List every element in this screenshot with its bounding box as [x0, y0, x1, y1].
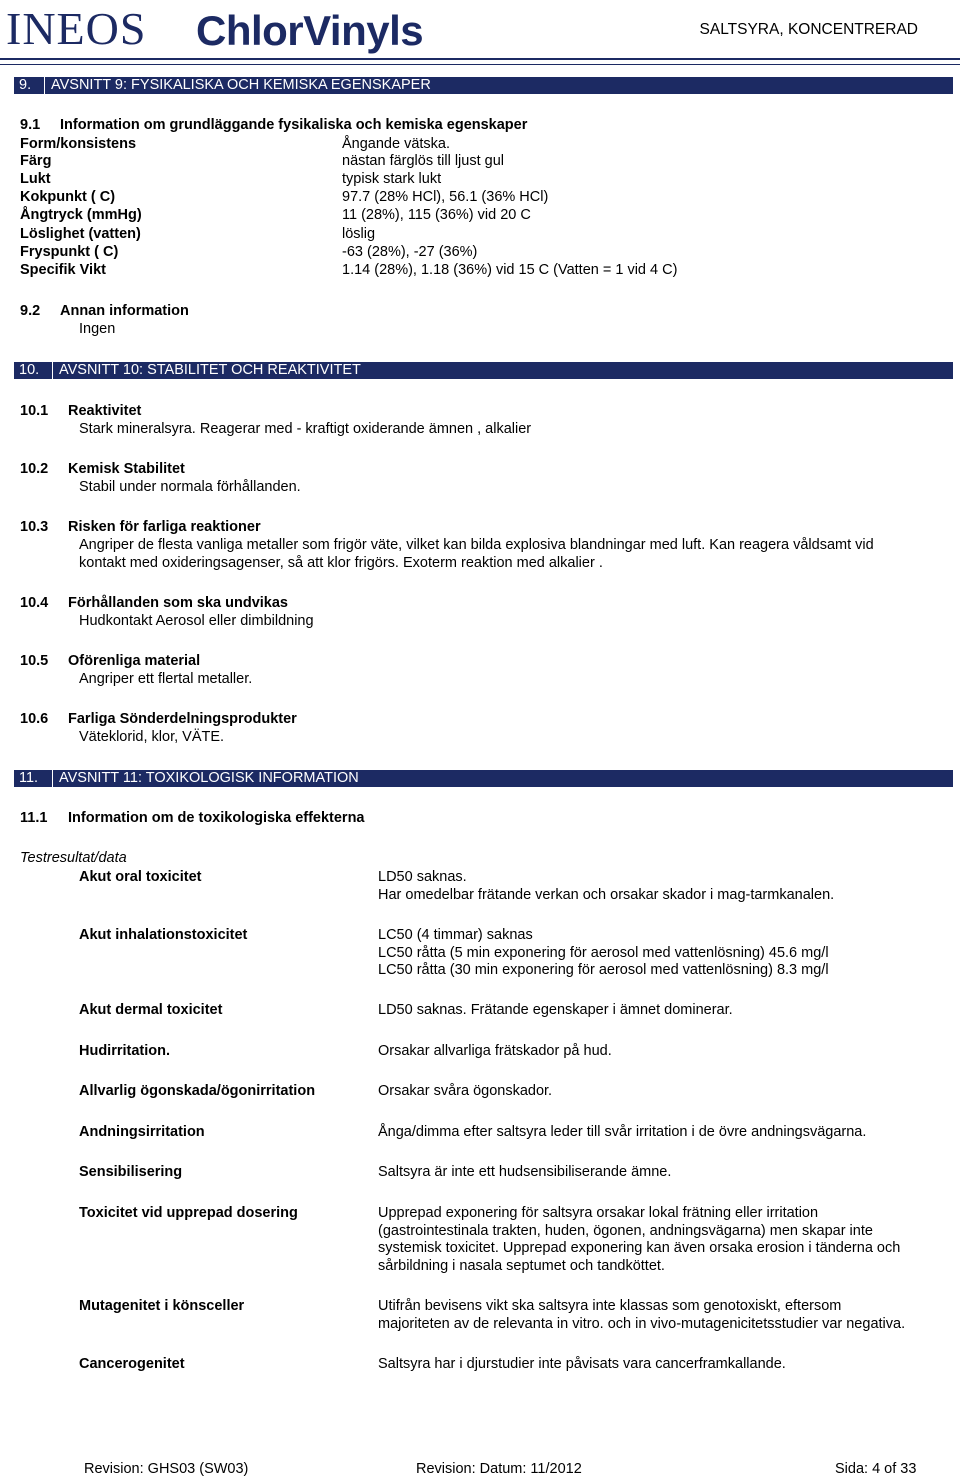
- tox-endpoint-label: Andningsirritation: [79, 1124, 205, 1140]
- chlorvinyls-logo: ChlorVinyls: [196, 7, 424, 54]
- subsection-text: Stabil under normala förhållanden.: [79, 479, 301, 495]
- subsection-9-2-number: 9.2: [20, 303, 41, 319]
- section-10-bar: [14, 362, 953, 379]
- section-10-title: AVSNITT 10: STABILITET OCH REAKTIVITET: [59, 362, 361, 378]
- tox-endpoint-label: Toxicitet vid upprepad dosering: [79, 1205, 298, 1221]
- ineos-logo: INEOS: [6, 3, 147, 54]
- tox-endpoint-label: Cancerogenitet: [79, 1356, 185, 1372]
- footer-revision-date: Revision: Datum: 11/2012: [416, 1461, 582, 1477]
- header-rule-thin: [0, 64, 960, 65]
- tox-endpoint-value: Har omedelbar frätande verkan och orsakar skador i mag-tarmkanalen.: [378, 886, 835, 903]
- section-11-number: 11.: [19, 770, 39, 786]
- subsection-text: Hudkontakt Aerosol eller dimbildning: [79, 613, 314, 629]
- subsection-title: Risken för farliga reaktioner: [68, 519, 261, 535]
- subsection-text: Väteklorid, klor, VÄTE.: [79, 729, 225, 745]
- tox-endpoint-value: Saltsyra är inte ett hudsensibiliserande ämne.: [378, 1164, 672, 1180]
- subsection-text: Angriper de flesta vanliga metaller som frigör väte, vilket kan bilda explosiva blandningar med luft. Kan reagera våldsamt vid: [79, 537, 874, 553]
- subsection-text: kontakt med oxideringsagenser, så att klor frigörs. Exoterm reaktion med alkalier .: [79, 555, 603, 571]
- property-value: 97.7 (28% HCl), 56.1 (36% HCl): [342, 189, 549, 205]
- subsection-text: Stark mineralsyra. Reagerar med - kraftigt oxiderande ämnen , alkalier: [79, 421, 532, 437]
- subsection-number: 10.5: [20, 653, 49, 669]
- tox-endpoint-label: Hudirritation.: [79, 1043, 171, 1059]
- header-rule: [0, 58, 960, 60]
- section-separator: [44, 77, 45, 94]
- subsection-11-1-title: Information om de toxikologiska effekterna: [68, 810, 365, 826]
- tox-endpoint-value: Orsakar svåra ögonskador.: [378, 1083, 553, 1099]
- tox-endpoint-value: Utifrån bevisens vikt ska saltsyra inte klassas som genotoxiskt, eftersom: [378, 1298, 842, 1314]
- tox-endpoint-value: systemisk toxicitet. Upprepad exponering kan även orsaka erosion i tänderna och: [378, 1240, 901, 1256]
- tox-endpoint-value: Ånga/dimma efter saltsyra leder till svår irritation i de övre andningsvägarna.: [378, 1124, 867, 1140]
- subsection-number: 10.3: [20, 519, 49, 535]
- test-results-label: Testresultat/data: [20, 850, 127, 866]
- subsection-11-1-number: 11.1: [20, 810, 48, 826]
- property-value: 1.14 (28%), 1.18 (36%) vid 15 C (Vatten = 1 vid 4 C): [342, 262, 678, 278]
- section-9-number: 9.: [19, 77, 32, 93]
- section-11-title: AVSNITT 11: TOXIKOLOGISK INFORMATION: [59, 770, 359, 786]
- tox-endpoint-value: LD50 saknas. Frätande egenskaper i ämnet dominerar.: [378, 1002, 733, 1018]
- section-separator: [52, 362, 53, 379]
- subsection-title: Förhållanden som ska undvikas: [68, 595, 288, 611]
- property-value: typisk stark lukt: [342, 171, 442, 187]
- property-label: Form/konsistens: [20, 136, 137, 152]
- subsection-number: 10.4: [20, 595, 49, 611]
- section-9-title: AVSNITT 9: FYSIKALISKA OCH KEMISKA EGENSKAPER: [51, 77, 431, 93]
- document-title: SALTSYRA, KONCENTRERAD: [699, 21, 918, 38]
- footer-page-number: Sida: 4 of 33: [835, 1461, 917, 1477]
- tox-endpoint-value: LD50 saknas.: [378, 869, 467, 885]
- subsection-number: 10.6: [20, 711, 49, 727]
- subsection-title: Reaktivitet: [68, 403, 142, 419]
- tox-endpoint-value: LC50 råtta (5 min exponering för aerosol med vattenlösning) 45.6 mg/l: [378, 944, 829, 961]
- section-9-bar: [14, 77, 953, 94]
- section-10-number: 10.: [19, 362, 40, 378]
- property-label: Specifik Vikt: [20, 262, 106, 278]
- footer-revision: Revision: GHS03 (SW03): [84, 1461, 249, 1477]
- tox-endpoint-label: Akut oral toxicitet: [79, 869, 202, 885]
- property-label: Färg: [20, 153, 52, 169]
- subsection-9-2-title: Annan information: [60, 303, 189, 319]
- tox-endpoint-value: Upprepad exponering för saltsyra orsakar lokal frätning eller irritation: [378, 1205, 819, 1221]
- tox-endpoint-label: Allvarlig ögonskada/ögonirritation: [79, 1083, 316, 1099]
- property-value: löslig: [342, 226, 376, 242]
- subsection-9-1-number: 9.1: [20, 117, 41, 133]
- subsection-number: 10.1: [20, 403, 49, 419]
- subsection-9-2-text: Ingen: [79, 321, 116, 337]
- property-label: Fryspunkt ( C): [20, 244, 119, 260]
- tox-endpoint-value: sårbildning i nasala septumet och tandköttet.: [378, 1257, 665, 1274]
- subsection-number: 10.2: [20, 461, 49, 477]
- tox-endpoint-value: (gastrointestinala trakten, huden, ögonen, andningsvägarna) men skapar inte: [378, 1222, 873, 1239]
- property-label: Ångtryck (mmHg): [20, 207, 142, 223]
- tox-endpoint-value: Saltsyra har i djurstudier inte påvisats vara cancerframkallande.: [378, 1356, 786, 1372]
- tox-endpoint-label: Mutagenitet i könsceller: [79, 1298, 245, 1314]
- subsection-title: Farliga Sönderdelningsprodukter: [68, 711, 297, 727]
- section-11-bar: [14, 770, 953, 787]
- property-label: Lukt: [20, 171, 51, 187]
- subsection-title: Oförenliga material: [68, 653, 201, 669]
- tox-endpoint-label: Akut inhalationstoxicitet: [79, 927, 248, 943]
- tox-endpoint-value: majoriteten av de relevanta in vitro. och in vivo-mutagenicitetsstudier var negativa.: [378, 1315, 906, 1332]
- tox-endpoint-label: Sensibilisering: [79, 1164, 183, 1180]
- property-label: Löslighet (vatten): [20, 226, 141, 242]
- property-value: 11 (28%), 115 (36%) vid 20 C: [342, 207, 531, 223]
- property-label: Kokpunkt ( C): [20, 189, 116, 205]
- property-value: Ångande vätska.: [342, 136, 451, 152]
- tox-endpoint-label: Akut dermal toxicitet: [79, 1002, 223, 1018]
- tox-endpoint-value: LC50 (4 timmar) saknas: [378, 927, 533, 943]
- section-separator: [52, 770, 53, 787]
- property-value: nästan färglös till ljust gul: [342, 153, 504, 169]
- tox-endpoint-value: LC50 råtta (30 min exponering för aerosol med vattenlösning) 8.3 mg/l: [378, 962, 829, 978]
- subsection-9-1-title: Information om grundläggande fysikaliska och kemiska egenskaper: [60, 117, 528, 133]
- subsection-text: Angriper ett flertal metaller.: [79, 671, 253, 687]
- subsection-title: Kemisk Stabilitet: [68, 461, 185, 477]
- tox-endpoint-value: Orsakar allvarliga frätskador på hud.: [378, 1043, 612, 1059]
- property-value: -63 (28%), -27 (36%): [342, 244, 478, 260]
